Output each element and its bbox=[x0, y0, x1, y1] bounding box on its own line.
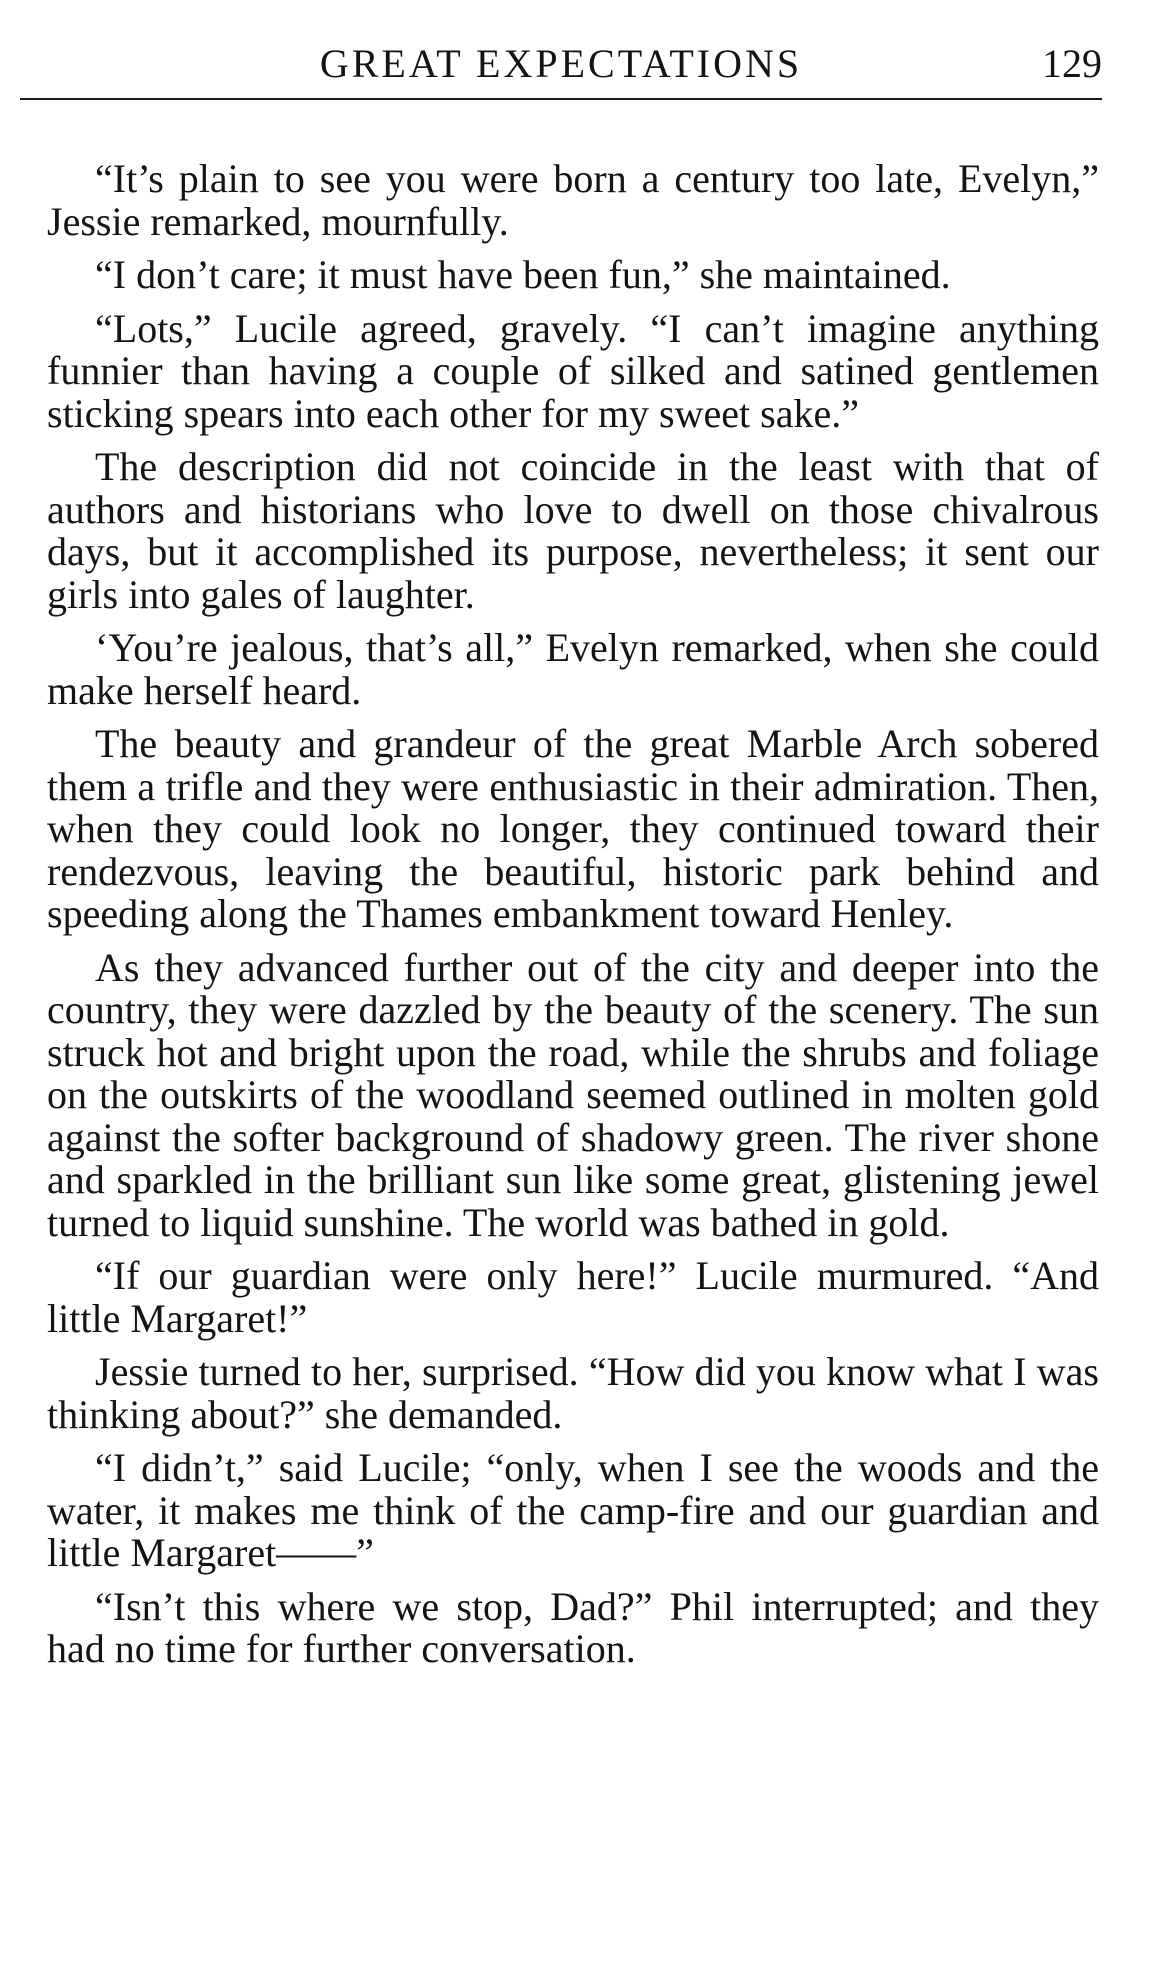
body-text bbox=[47, 158, 1099, 1682]
paragraph: “If our guardian were only here!” Lucile murmured. “And little Margaret!” bbox=[47, 1253, 1099, 1341]
paragraph: As they advanced further out of the city and deeper into the country, they were dazzled by the beauty of the scenery. The sun struck hot and bright upon the road, while the shrubs and foliage on the outskirts of the woodland seemed outlined in molten gold against the softer background of shadowy green. The river shone and sparkled in the brilliant sun like some great, glistening jewel turned to liquid sunshine. The world was bathed in gold. bbox=[47, 944, 1099, 1245]
page-number: 129 bbox=[1042, 41, 1102, 86]
paragraph: Jessie turned to her, surprised. “How did you know what I was thinking about?” she demanded. bbox=[47, 1349, 1099, 1437]
running-title: GREAT EXPECTATIONS bbox=[319, 41, 803, 86]
paragraph: “I don’t care; it must have been fun,” she maintained. bbox=[95, 252, 951, 297]
paragraph: The description did not coincide in the least with that of authors and historians who love to dwell on those chivalrous days, but it accomplished its purpose, nevertheless; it sent our girls into gales of laughter. bbox=[47, 444, 1099, 617]
paragraph: The beauty and grandeur of the great Marble Arch sobered them a trifle and they were enthusiastic in their admiration. Then, when they could look no longer, they continued toward their rendezvous, leaving the beautiful, historic park behind and speeding along the Thames embankment toward Henley. bbox=[47, 721, 1099, 936]
paragraph: “Isn’t this where we stop, Dad?” Phil interrupted; and they had no time for further conversation. bbox=[47, 1583, 1099, 1671]
paragraph: “Lots,” Lucile agreed, gravely. “I can’t imagine anything funnier than having a couple of silked and satined gentlemen sticking spears into each other for my sweet sake.” bbox=[47, 305, 1099, 436]
paragraph: “I didn’t,” said Lucile; “only, when I see the woods and the water, it makes me think of the camp-fire and our guardian and little Margaret——” bbox=[47, 1445, 1099, 1575]
running-header bbox=[20, 38, 1102, 100]
paragraph: ‘You’re jealous, that’s all,” Evelyn remarked, when she could make herself heard. bbox=[47, 625, 1099, 713]
paragraph: “It’s plain to see you were born a century too late, Evelyn,” Jessie remarked, mournfully. bbox=[47, 156, 1099, 244]
